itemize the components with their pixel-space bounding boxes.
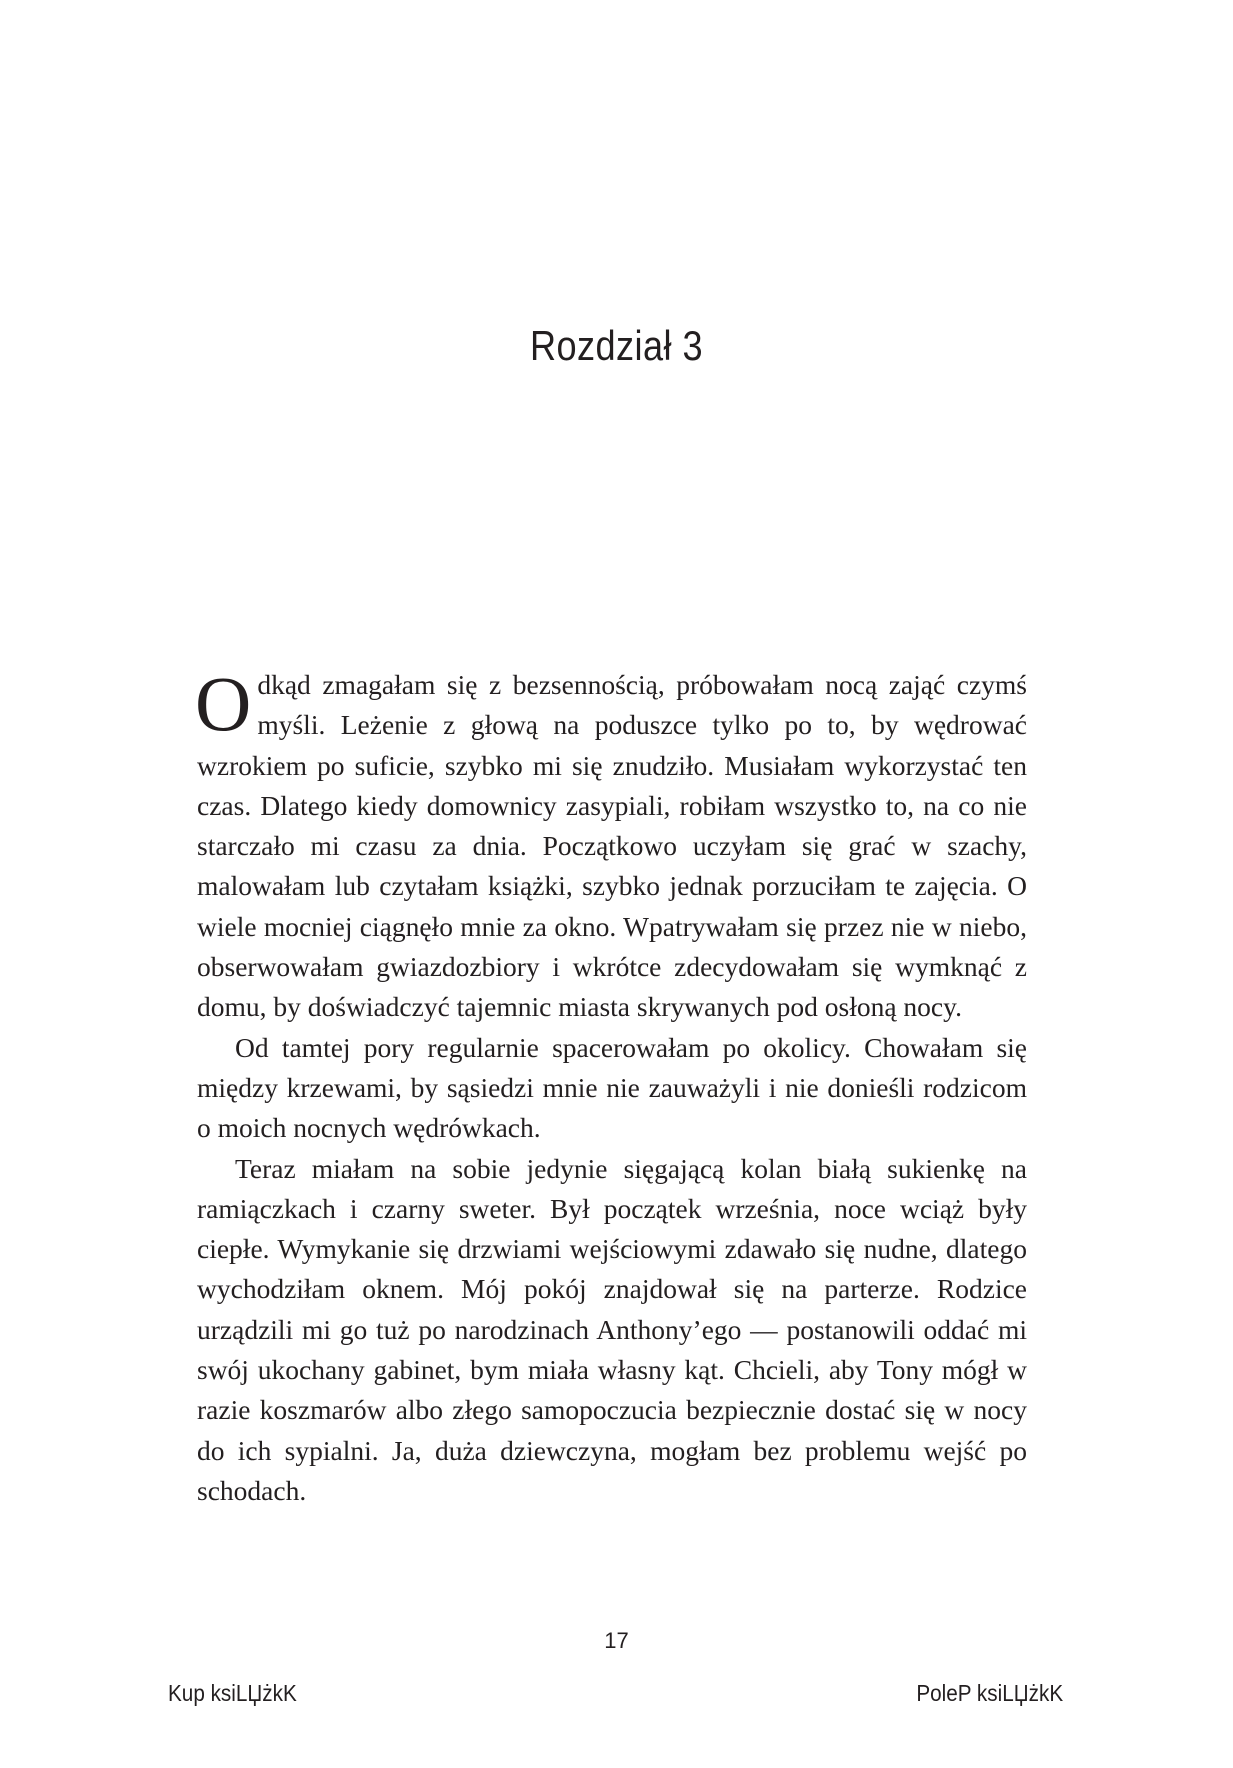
drop-cap: O [195,660,252,747]
paragraph-2: Od tamtej pory regularnie spacerowałam po okolicy. Chowałam się między krzewami, by sąsiedzi mnie nie zauważyli i nie donieśli rodzicom o moich nocnych wędrówkach. [197,1031,1027,1144]
recommend-book-link[interactable]: PoleP ksiLЏżkK [916,1680,1063,1706]
paragraph-3: Teraz miałam na sobie jedynie sięgającą kolan białą sukienkę na ramiączkach i czarny sweter. Był początek września, noce wciąż były ciepłe. Wymykanie się drzwiami wejściowymi zdawało się nudne, dlatego wychodziłam oknem. Mój pokój znajdował się na parterze. Rodzice urządzili mi go tuż po narodzinach Anthony’ego — postanowili oddać mi swój ukochany gabinet, bym miała własny kąt. Chcieli, aby Tony mógł w razie koszmarów albo złego samopoczucia bezpiecznie dostać się w nocy do ich sypialni. Ja, duża dziewczyna, mogłam bez problemu wejść po schodach. [197,1152,1027,1506]
chapter-title: Rozdział 3 [530,322,703,369]
buy-book-link[interactable]: Kup ksiLЏżkK [168,1680,297,1706]
paragraph-1 [195,660,1027,1028]
page-number: 17 [604,1628,629,1653]
chapter-body [195,660,1027,1511]
paragraph-1-text: dkąd zmagałam się z bezsennością, próbowałam nocą zająć czymś myśli. Leżenie z głową na poduszce tylko po to, by wędrować wzrokiem po suficie, szybko mi się znudziło. Musiałam wykorzystać ten czas. Dlatego kiedy domownicy zasypiali, robiłam wszystko to, na co nie starczało mi czasu za dnia. Początkowo uczyłam się grać w szachy, malowałam lub czytałam książki, szybko jednak porzuciłam te zajęcia. O wiele mocniej ciągnęło mnie za okno. Wpatrywałam się przez nie w niebo, obserwowałam gwiazdozbiory i wkrótce zdecydowałam się wymknąć z domu, by doświadczyć tajemnic miasta skrywanych pod osłoną nocy. [197,669,1027,1023]
